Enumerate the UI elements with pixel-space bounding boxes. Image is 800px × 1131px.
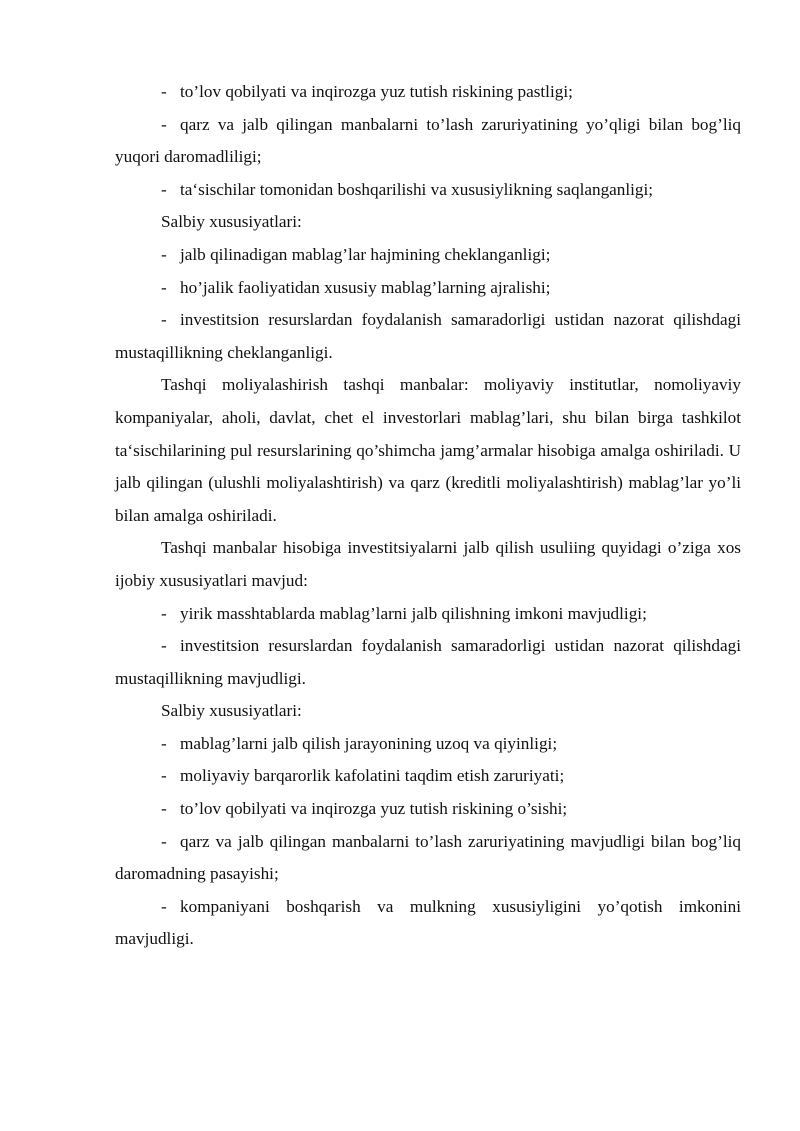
list-item <box>115 598 741 631</box>
list-item <box>115 76 741 109</box>
list-item <box>115 630 741 695</box>
dash-marker: - <box>161 310 167 330</box>
document-page <box>115 76 741 956</box>
list-item-text: yirik masshtablarda mablag’larni jalb qilishning imkoni mavjudligi; <box>180 603 647 623</box>
list-item <box>115 174 741 207</box>
dash-marker: - <box>161 179 167 199</box>
list-item <box>115 891 741 956</box>
list-item-text: kompaniyani boshqarish va mulkning xususiyligini yo’qotish imkonini mavjudligi. <box>115 896 741 949</box>
list-item <box>115 239 741 272</box>
section-label: Salbiy xususiyatlari: <box>161 701 302 721</box>
paragraph: Tashqi manbalar hisobiga investitsiyalarni jalb qilish usuliing quyidagi o’ziga xos ijobiy xususiyatlari mavjud: <box>115 538 741 590</box>
list-item <box>115 793 741 826</box>
dash-marker: - <box>161 799 167 819</box>
list-item-text: qarz va jalb qilingan manbalarni to’lash zaruriyatining yo’qligi bilan bog’liq yuqori daromadliligi; <box>115 114 741 167</box>
list-item <box>115 728 741 761</box>
list-item-text: to’lov qobilyati va inqirozga yuz tutish riskining pastligi; <box>180 82 573 101</box>
dash-marker: - <box>161 896 167 916</box>
list-item-text: qarz va jalb qilingan manbalarni to’lash zaruriyatining mavjudligi bilan bog’liq daromadning pasayishi; <box>115 831 741 884</box>
list-item-text: to’lov qobilyati va inqirozga yuz tutish riskining o’sishi; <box>180 799 568 819</box>
list-item-text: ta‘sischilar tomonidan boshqarilishi va xususiylikning saqlanganligi; <box>180 179 654 199</box>
list-item-text: moliyaviy barqarorlik kafolatini taqdim etish zaruriyati; <box>180 766 565 786</box>
list-item <box>115 304 741 369</box>
dash-marker: - <box>161 82 167 101</box>
list-item-text: ho’jalik faoliyatidan xususiy mablag’larning ajralishi; <box>180 277 551 297</box>
dash-marker: - <box>161 244 167 264</box>
section-label: Salbiy xususiyatlari: <box>161 212 302 232</box>
dash-marker: - <box>161 114 167 134</box>
list-item-text: jalb qilinadigan mablag’lar hajmining cheklanganligi; <box>180 244 551 264</box>
paragraph: Tashqi moliyalashirish tashqi manbalar: moliyaviy institutlar, nomoliyaviy kompaniyalar, aholi, davlat, chet el investorlari mablag’lari, shu bilan birga tashkilot ta‘sischilarining pul resurslarining qo’shimcha jamg’armalar hisobiga amalga oshiriladi. U jalb qilingan (ulushli moliyalashtirish) va qarz (kreditli moliyalashtirish) mablag’lar yo’li bilan amalga oshiriladi. <box>115 375 741 525</box>
list-item <box>115 826 741 891</box>
dash-marker: - <box>161 733 167 753</box>
list-item <box>115 760 741 793</box>
dash-marker: - <box>161 636 167 656</box>
dash-marker: - <box>161 277 167 297</box>
dash-marker: - <box>161 831 167 851</box>
list-item <box>115 272 741 305</box>
dash-marker: - <box>161 766 167 786</box>
dash-marker: - <box>161 603 167 623</box>
list-item-text: investitsion resurslardan foydalanish samaradorligi ustidan nazorat qilishdagi mustaqillikning mavjudligi. <box>115 636 741 688</box>
list-item-text: investitsion resurslardan foydalanish samaradorligi ustidan nazorat qilishdagi mustaqillikning cheklanganligi. <box>115 310 741 362</box>
list-item <box>115 109 741 174</box>
list-item-text: mablag’larni jalb qilish jarayonining uzoq va qiyinligi; <box>180 733 558 753</box>
